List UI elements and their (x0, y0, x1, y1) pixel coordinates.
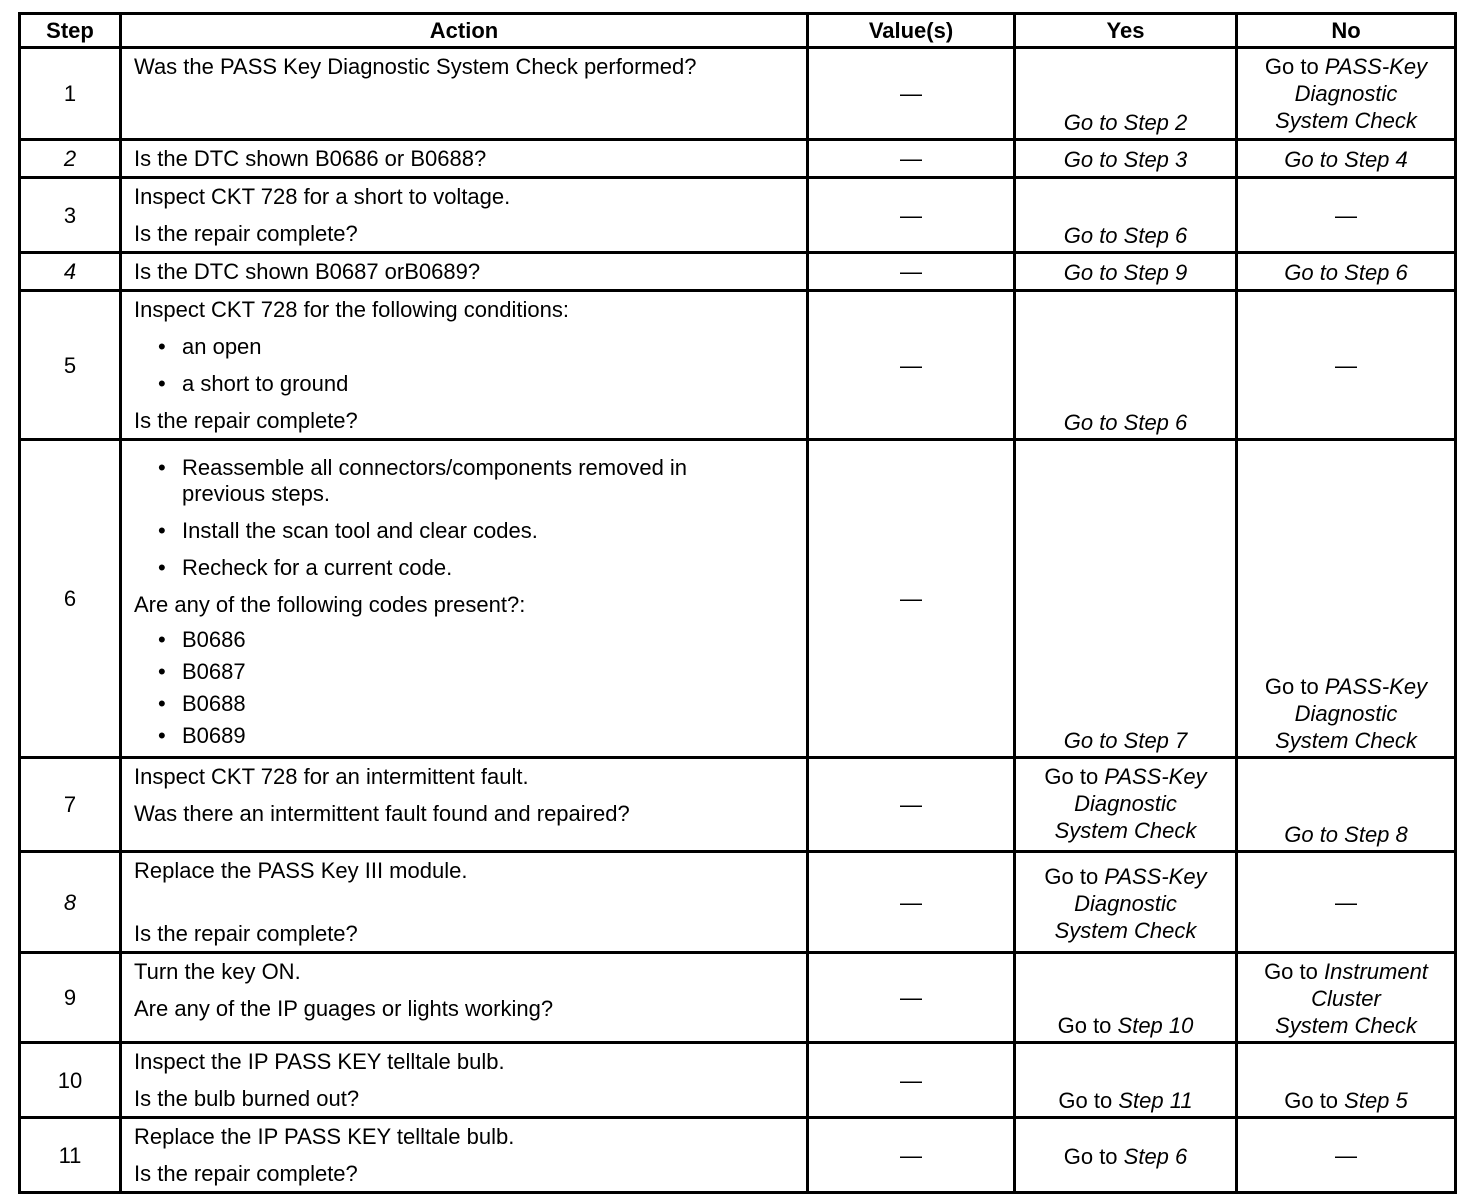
header-no: No (1237, 14, 1456, 48)
yes-cell: Go to Step 2 (1015, 48, 1237, 140)
step-number: 1 (20, 48, 121, 140)
action-cell (121, 1118, 808, 1193)
step-number: 5 (20, 291, 121, 440)
diagnostic-table (18, 12, 1457, 1194)
action-cell (121, 140, 808, 178)
action-cell (121, 440, 808, 758)
step-number: 6 (20, 440, 121, 758)
table-row (20, 140, 1456, 178)
action-text: Replace the IP PASS KEY telltale bulb. (134, 1124, 515, 1149)
action-cell (121, 953, 808, 1043)
no-cell: Go to Instrument Cluster System Check (1237, 953, 1456, 1043)
list-item: • B0687 (134, 656, 796, 688)
step-number: 11 (20, 1118, 121, 1193)
list-item: • Install the scan tool and clear codes. (134, 517, 796, 544)
step-number: 7 (20, 758, 121, 852)
value-dash: — (808, 1118, 1015, 1193)
action-cell (121, 758, 808, 852)
header-values: Value(s) (808, 14, 1015, 48)
action-text: Replace the PASS Key III module. (134, 858, 468, 883)
action-text: Inspect the IP PASS KEY telltale bulb. (134, 1049, 505, 1074)
no-cell: — (1237, 291, 1456, 440)
value-dash: — (808, 852, 1015, 953)
step-number: 3 (20, 178, 121, 253)
action-text: Is the DTC shown B0687 orB0689? (134, 259, 481, 284)
action-text: Is the repair complete? (134, 221, 358, 246)
table-row (20, 953, 1456, 1043)
step-number: 8 (20, 852, 121, 953)
action-cell (121, 291, 808, 440)
list-item: • B0686 (134, 624, 796, 656)
header-row (20, 14, 1456, 48)
no-cell: — (1237, 178, 1456, 253)
value-dash: — (808, 1043, 1015, 1118)
yes-cell: Go to PASS-Key Diagnostic System Check (1015, 758, 1237, 852)
yes-cell: Go to Step 10 (1015, 953, 1237, 1043)
yes-cell: Go to Step 9 (1015, 253, 1237, 291)
action-text: Was the PASS Key Diagnostic System Check performed? (134, 54, 697, 79)
action-cell (121, 48, 808, 140)
value-dash: — (808, 291, 1015, 440)
yes-cell: Go to Step 6 (1015, 291, 1237, 440)
action-text: Are any of the following codes present?: (134, 592, 526, 617)
action-text: Turn the key ON. (134, 959, 301, 984)
yes-cell: Go to Step 7 (1015, 440, 1237, 758)
table-row (20, 253, 1456, 291)
action-text: Was there an intermittent fault found and repaired? (134, 801, 630, 826)
list-item: • an open (134, 333, 796, 360)
no-cell: Go to PASS-Key Diagnostic System Check (1237, 48, 1456, 140)
action-cell (121, 253, 808, 291)
step-number: 10 (20, 1043, 121, 1118)
table-row (20, 440, 1456, 758)
no-cell: Go to Step 5 (1237, 1043, 1456, 1118)
action-cell (121, 852, 808, 953)
step-number: 9 (20, 953, 121, 1043)
value-dash: — (808, 758, 1015, 852)
list-item: • B0688 (134, 688, 796, 720)
table-row (20, 1043, 1456, 1118)
no-cell: — (1237, 1118, 1456, 1193)
action-text: Is the DTC shown B0686 or B0688? (134, 146, 487, 171)
table-row (20, 852, 1456, 953)
value-dash: — (808, 253, 1015, 291)
no-cell: — (1237, 852, 1456, 953)
value-dash: — (808, 953, 1015, 1043)
yes-cell: Go to PASS-Key Diagnostic System Check (1015, 852, 1237, 953)
action-cell (121, 1043, 808, 1118)
no-cell: Go to PASS-Key Diagnostic System Check (1237, 440, 1456, 758)
list-item: • a short to ground (134, 370, 796, 397)
action-text: Inspect CKT 728 for a short to voltage. (134, 184, 511, 209)
action-text: Is the bulb burned out? (134, 1086, 360, 1111)
no-cell: Go to Step 6 (1237, 253, 1456, 291)
list-item: • Recheck for a current code. (134, 554, 796, 581)
yes-cell: Go to Step 6 (1015, 178, 1237, 253)
yes-cell: Go to Step 6 (1015, 1118, 1237, 1193)
no-cell: Go to Step 8 (1237, 758, 1456, 852)
value-dash: — (808, 140, 1015, 178)
header-yes: Yes (1015, 14, 1237, 48)
value-dash: — (808, 440, 1015, 758)
action-text: Are any of the IP guages or lights working? (134, 996, 554, 1021)
no-cell: Go to Step 4 (1237, 140, 1456, 178)
table-row (20, 758, 1456, 852)
step-number: 2 (20, 140, 121, 178)
table-row (20, 291, 1456, 440)
value-dash: — (808, 178, 1015, 253)
table-row (20, 1118, 1456, 1193)
list-item: • Reassemble all connectors/components removed in previous steps. (134, 455, 796, 507)
action-text: Is the repair complete? (134, 921, 358, 946)
action-text: Is the repair complete? (134, 1161, 358, 1186)
table-row (20, 178, 1456, 253)
header-step: Step (20, 14, 121, 48)
list-item: • B0689 (134, 720, 796, 752)
yes-cell: Go to Step 11 (1015, 1043, 1237, 1118)
action-text: Inspect CKT 728 for the following conditions: (134, 297, 569, 322)
value-dash: — (808, 48, 1015, 140)
table-row (20, 48, 1456, 140)
action-cell (121, 178, 808, 253)
yes-cell: Go to Step 3 (1015, 140, 1237, 178)
action-text: Inspect CKT 728 for an intermittent fault. (134, 764, 529, 789)
header-action: Action (121, 14, 808, 48)
step-number: 4 (20, 253, 121, 291)
action-text: Is the repair complete? (134, 408, 358, 433)
